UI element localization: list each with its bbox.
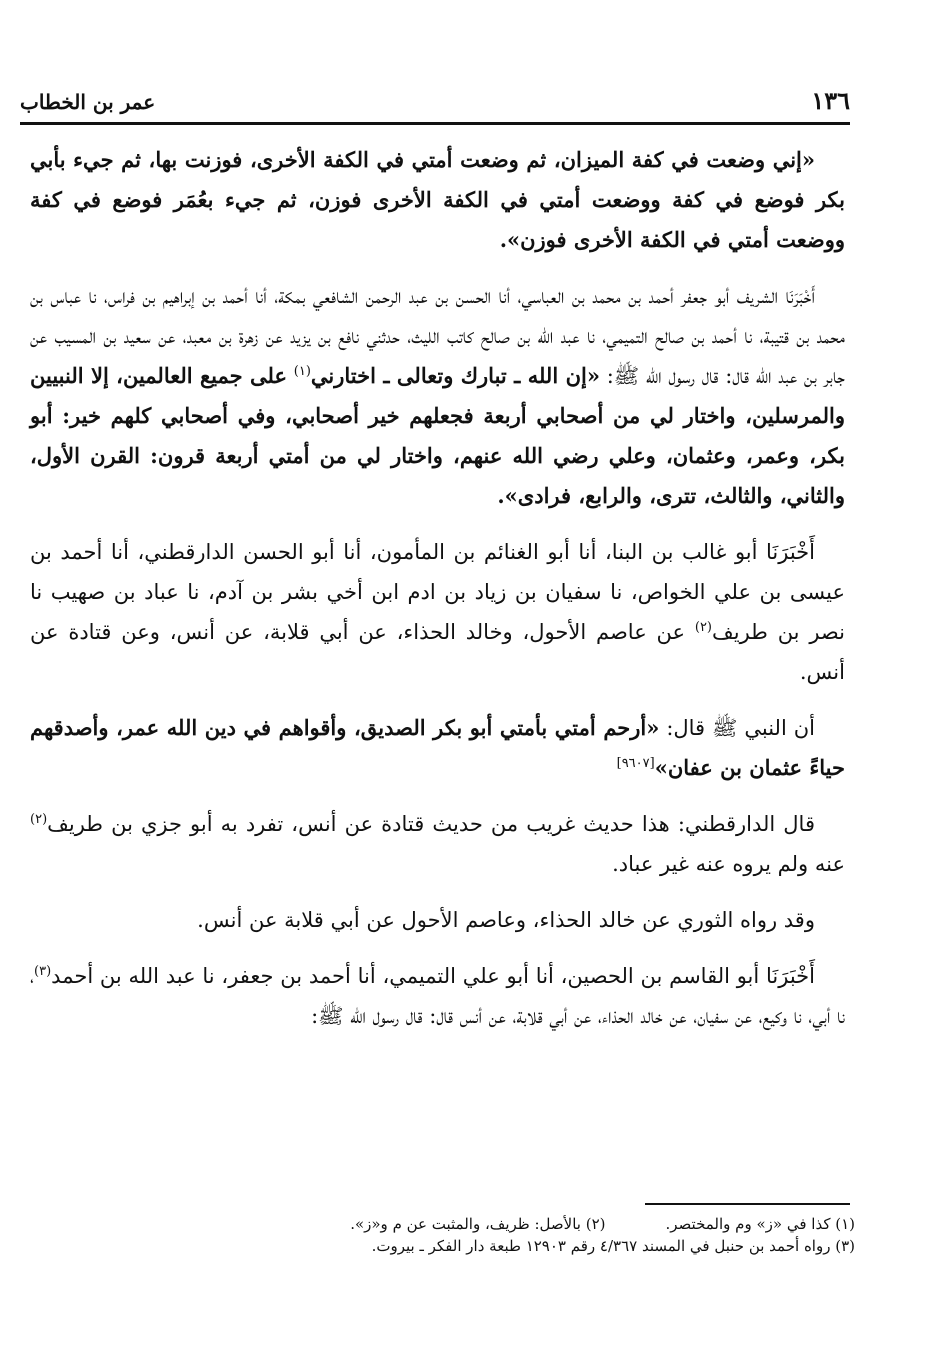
hadith-intro: أن النبي ﷺ قال: <box>666 716 815 740</box>
footnote-mark-2: (٢) <box>694 620 712 635</box>
page-header <box>20 80 850 120</box>
footnote-mark-3: (٣) <box>34 964 52 979</box>
header-rule <box>20 122 850 125</box>
footnote-rule <box>645 1203 850 1205</box>
isnad-paragraph-2 <box>30 532 845 692</box>
footnote-mark-2b: (٢) <box>30 812 48 827</box>
footnote-3: (٣) رواه أحمد بن حنبل في المسند ٤/٣٦٧ رقم ١٢٩٠٣ طبعة دار الفكر ـ بيروت. <box>371 1237 855 1255</box>
footnote-row-1 <box>40 1213 855 1235</box>
commentary-text-1b: عنه ولم يروه عنه غير عباد. <box>612 852 845 876</box>
isnad-paragraph-1 <box>30 276 845 516</box>
isnad-text-2b: عن عاصم الأحول، وخالد الحذاء، عن أبي قلابة، عن أنس، وعن قتادة عن أنس. <box>30 620 845 684</box>
hadith-text-3: «أرحم أمتي بأمتي أبو بكر الصديق، وأقواهم في دين الله عمر، وأصدقهم حياءً عثمان بن عفان» <box>30 715 845 780</box>
commentary-text-1a: قال الدارقطني: هذا حديث غريب من حديث قتادة عن أنس، تفرد به أبو جزي بن طريف <box>47 812 815 836</box>
hadith-text-2b: على جميع العالمين، إلا النبيين والمرسلين، واختار لي من أصحابي أربعة فجعلهم خير أصحابي، وفي أصحابي كلهم خير: أبو بكر، وعمر، وعثمان، وعلي رضي الله عنهم، واختار لي من أمتي أربعة قرون: القرن الأول، والثاني، والثالث، تترى، والرابع، فرادى». <box>30 363 845 508</box>
footnote-row-2 <box>40 1235 855 1257</box>
isnad-text-3b: ، نا أبي، نا وكيع، عن سفيان، عن خالد الحذاء، عن أبي قلابة، عن أنس قال: قال رسول الله ﷺ: <box>30 964 845 1028</box>
footnote-2: (٢) بالأصل: ظريف، والمثبت عن م و«ز». <box>350 1215 606 1233</box>
hadith-paragraph-3 <box>30 708 845 788</box>
hadith-paragraph-1: «إني وضعت في كفة الميزان، ثم وضعت أمتي في الكفة الأخرى، فوزنت بها، ثم جيء بأبي بكر فوضع في كفة ووضعت أمتي في الكفة الأخرى فوزن، ثم جيء بعُمَر فوضع في كفة ووضعت أمتي في الكفة الأخرى فوزن». <box>30 147 845 252</box>
isnad-text-3a: أَخْبَرَنَا أبو القاسم بن الحصين، أنا أبو علي التميمي، أنا أحمد بن جعفر، نا عبد الله بن أحمد <box>51 964 815 988</box>
hadith-text-2a: «إن الله ـ تبارك وتعالى ـ اختارني <box>310 363 600 388</box>
isnad-text-1: أَخْبَرَنَا الشريف أبو جعفر أحمد بن محمد بن العباسي، أنا الحسن بن عبد الرحمن الشافعي بمكة، أنا أحمد بن إبراهيم بن فراس، نا عباس بن محمد بن قتيبة، نا أحمد بن صالح التميمي، نا عبد الله بن صالح كاتب الليث، حدثني نافع بن يزيد عن زهرة بن معبد، عن سعيد بن المسيب عن جابر بن عبد الله قال: قال رسول الله ﷺ: <box>30 284 845 388</box>
running-title: عمر بن الخطاب <box>20 90 156 114</box>
isnad-paragraph-3 <box>30 956 845 1036</box>
main-text <box>30 140 845 1052</box>
footnotes <box>40 1213 855 1257</box>
footnote-1: (١) كذا في «ز» وم والمختصر. <box>665 1215 855 1233</box>
isnad-text-2a: أَخْبَرَنَا أبو غالب بن البنا، أنا أبو الغنائم بن المأمون، أنا أبو الحسن الدارقطني، أنا أحمد بن عيسى بن علي الخواص، نا سفيان بن زياد بن ادم ابن أخي بشر بن آدم، نا عباد بن صهيب نا نصر بن طريف <box>30 540 845 644</box>
commentary-paragraph-2: وقد رواه الثوري عن خالد الحذاء، وعاصم الأحول عن أبي قلابة عن أنس. <box>197 908 815 932</box>
commentary-paragraph-1 <box>30 804 845 884</box>
hadith-number: [٩٦٠٧] <box>616 756 655 771</box>
footnote-mark-1: (١) <box>293 364 311 379</box>
page-number: ١٣٦ <box>811 86 850 115</box>
